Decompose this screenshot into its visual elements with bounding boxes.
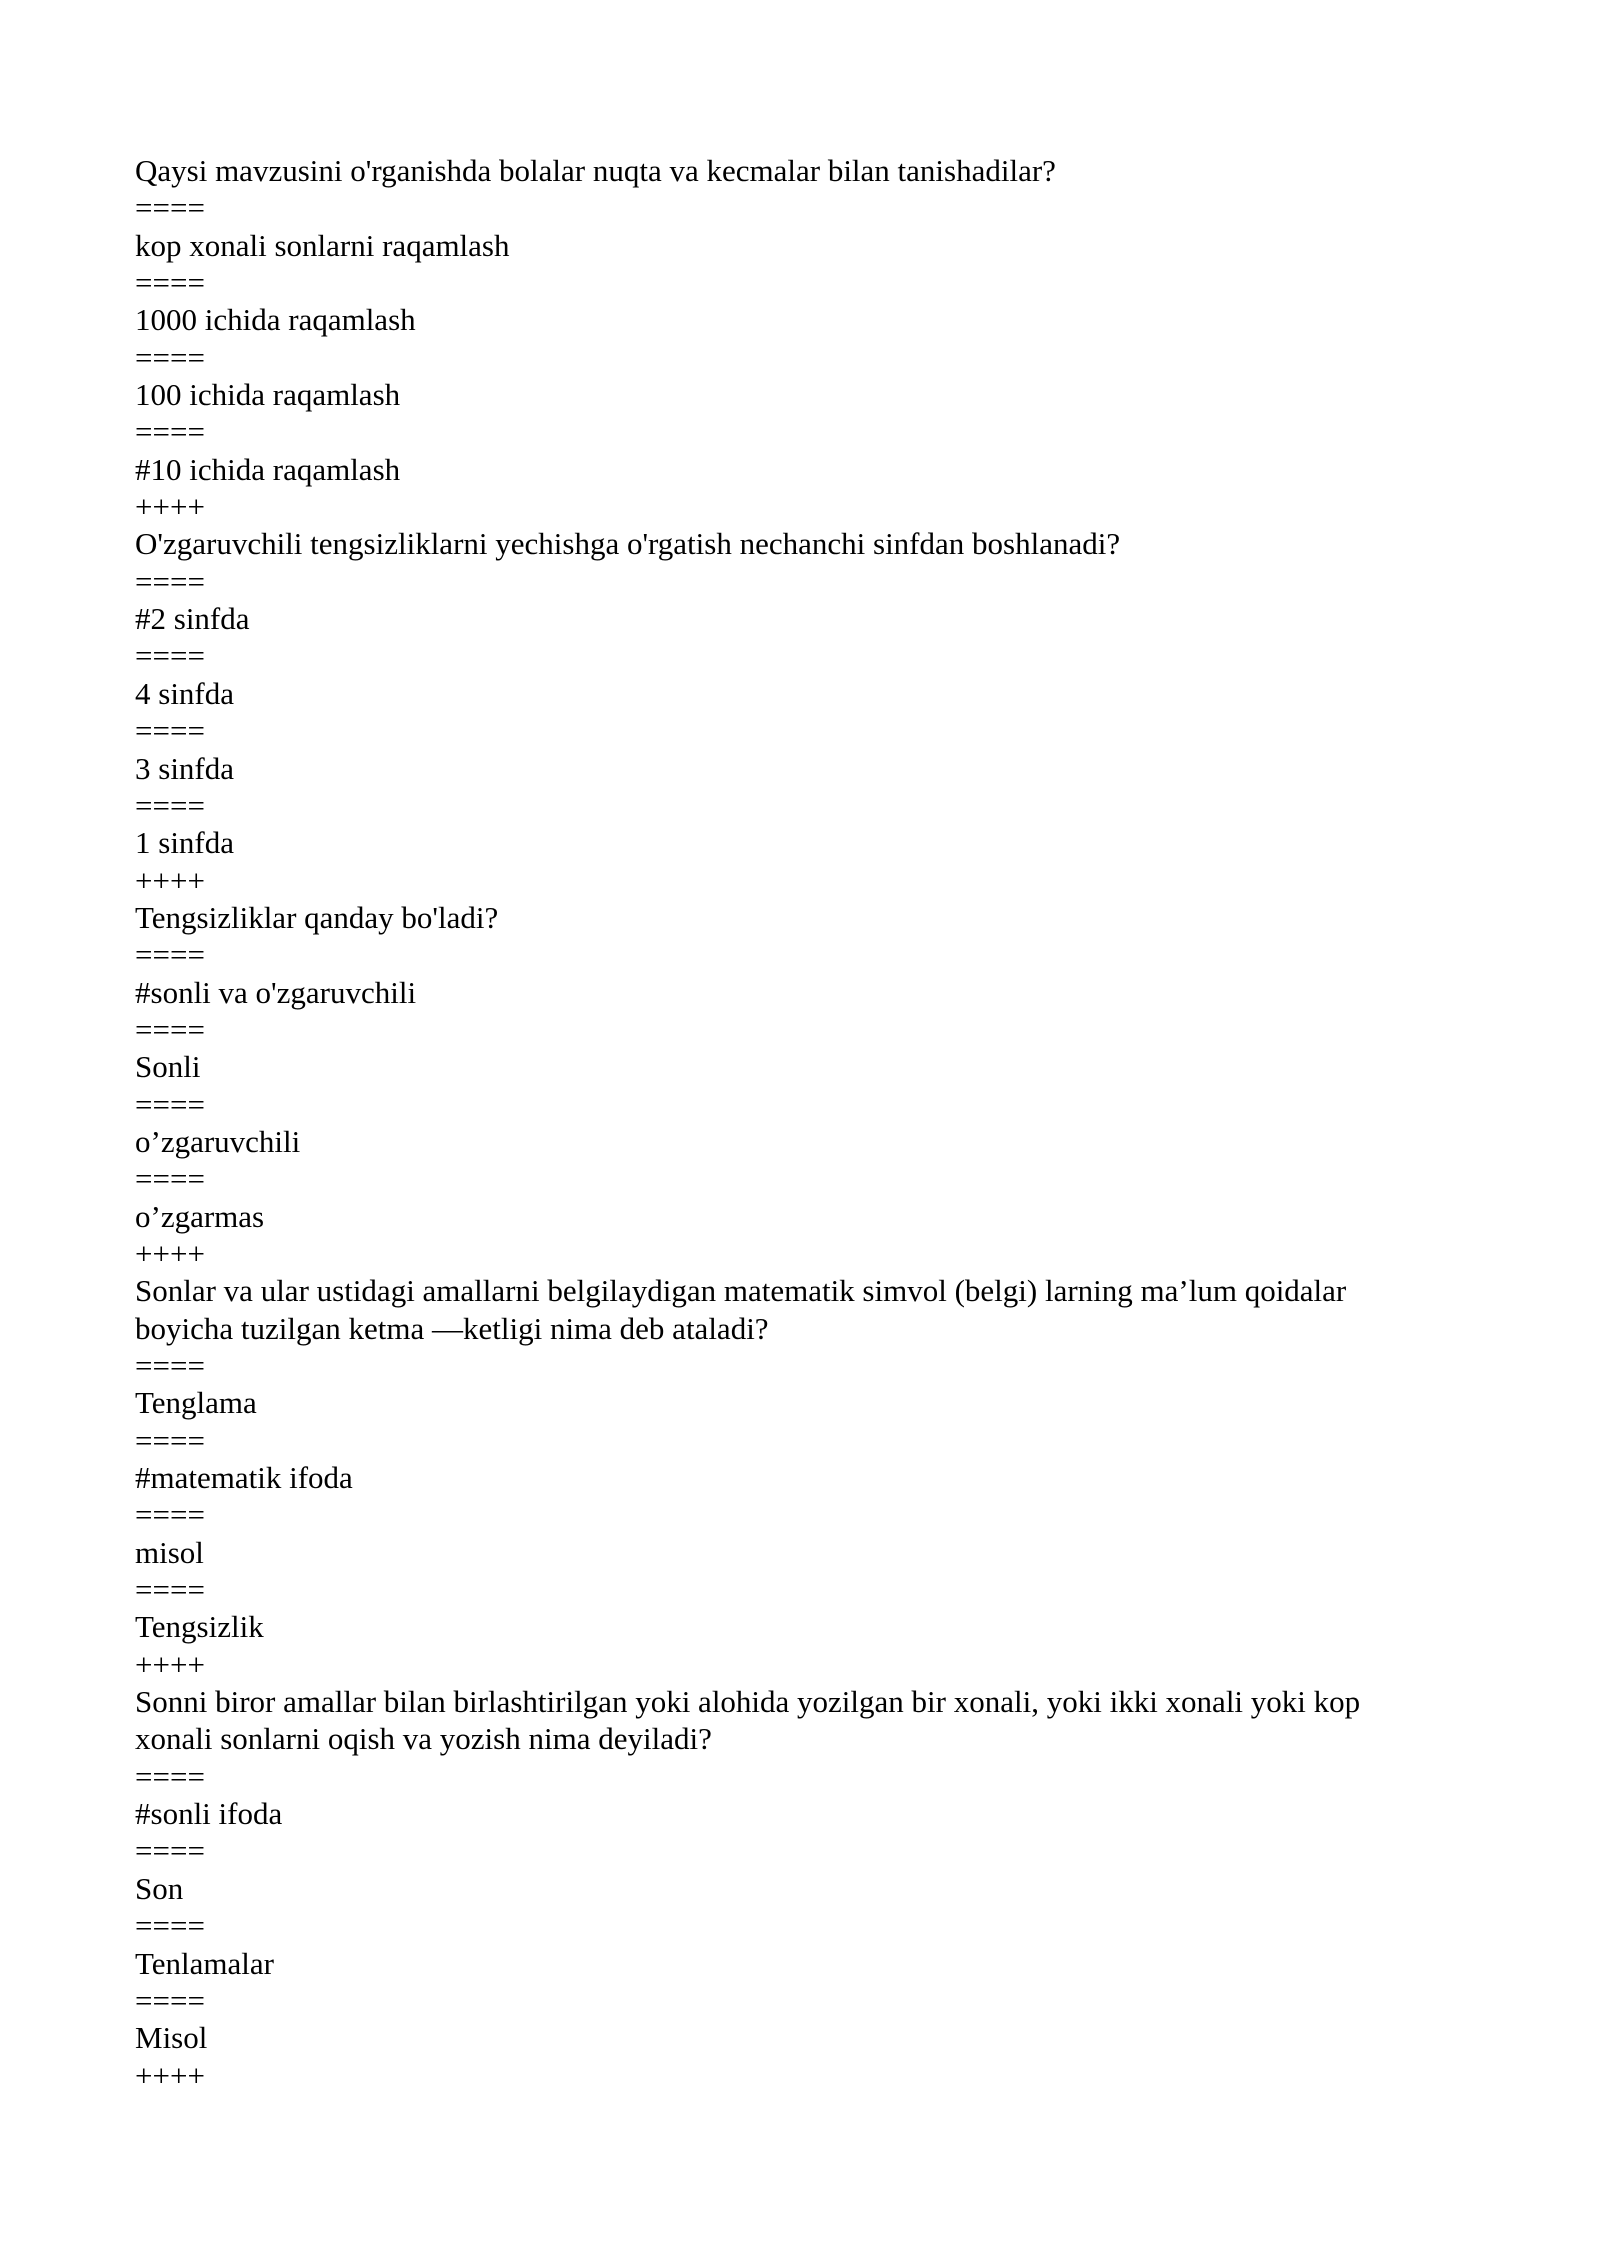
separator-line: ==== (135, 1572, 205, 1608)
text-line: Son (135, 1870, 184, 1906)
text-line: #10 ichida raqamlash (135, 451, 401, 487)
text-line: xonali sonlarni oqish va yozish nima deyiladi? (135, 1721, 712, 1757)
text-line: Qaysi mavzusini o'rganishda bolalar nuqta va kecmalar bilan tanishadilar? (135, 153, 1056, 188)
text-line: #2 sinfda (135, 601, 250, 637)
text-line: 100 ichida raqamlash (135, 377, 401, 413)
text-line: o’zgaruvchili (135, 1123, 301, 1159)
text-line: Misol (135, 2020, 208, 2056)
separator-line: ==== (135, 563, 205, 599)
text-line: 1 sinfda (135, 825, 235, 861)
separator-line: ==== (135, 1758, 205, 1794)
question-end-marker: ++++ (135, 1646, 205, 1682)
text-line: 4 sinfda (135, 675, 235, 711)
text-line: Tenlamalar (135, 1945, 274, 1981)
separator-line: ==== (135, 1497, 205, 1533)
separator-line: ==== (135, 414, 205, 450)
separator-line: ==== (135, 1161, 205, 1197)
question-end-marker: ++++ (135, 489, 205, 525)
separator-line: ==== (135, 787, 205, 823)
text-line: Sonni biror amallar bilan birlashtirilgan yoki alohida yozilgan bir xonali, yoki ikki xonali yoki kop (135, 1684, 1361, 1720)
text-line: Tengsizliklar qanday bo'ladi? (135, 899, 499, 935)
separator-line: ==== (135, 339, 205, 375)
text-line: #sonli ifoda (135, 1796, 283, 1832)
question-end-marker: ++++ (135, 1235, 205, 1271)
text-line: Sonli (135, 1049, 201, 1085)
text-line: kop xonali sonlarni raqamlash (135, 227, 510, 263)
separator-line: ==== (135, 713, 205, 749)
text-line: misol (135, 1534, 204, 1570)
separator-line: ==== (135, 638, 205, 674)
question-end-marker: ++++ (135, 862, 205, 898)
separator-line: ==== (135, 190, 205, 226)
separator-line: ==== (135, 1833, 205, 1869)
text-line: #sonli va o'zgaruvchili (135, 974, 417, 1010)
separator-line: ==== (135, 1348, 205, 1383)
text-line: #matematik ifoda (135, 1460, 353, 1496)
question-end-marker: ++++ (135, 2057, 205, 2093)
separator-line: ==== (135, 265, 205, 301)
text-line: O'zgaruvchili tengsizliklarni yechishga o'rgatish nechanchi sinfdan boshlanadi? (135, 526, 1121, 562)
separator-line: ==== (135, 1908, 205, 1944)
separator-line: ==== (135, 1086, 205, 1122)
separator-line: ==== (135, 1422, 205, 1458)
text-line: Tengsizlik (135, 1609, 264, 1645)
separator-line: ==== (135, 1011, 205, 1047)
separator-line: ==== (135, 1982, 205, 2018)
text-line: boyicha tuzilgan ketma —ketligi nima deb ataladi? (135, 1310, 769, 1346)
separator-line: ==== (135, 937, 205, 973)
text-line: 3 sinfda (135, 750, 235, 786)
text-line: o’zgarmas (135, 1198, 265, 1234)
text-line: 1000 ichida raqamlash (135, 302, 416, 338)
text-line: Tenglama (135, 1385, 257, 1421)
text-line: Sonlar va ular ustidagi amallarni belgilaydigan matematik simvol (belgi) larning ma’lum qoidalar (135, 1273, 1347, 1309)
document-body (135, 152, 1465, 2094)
